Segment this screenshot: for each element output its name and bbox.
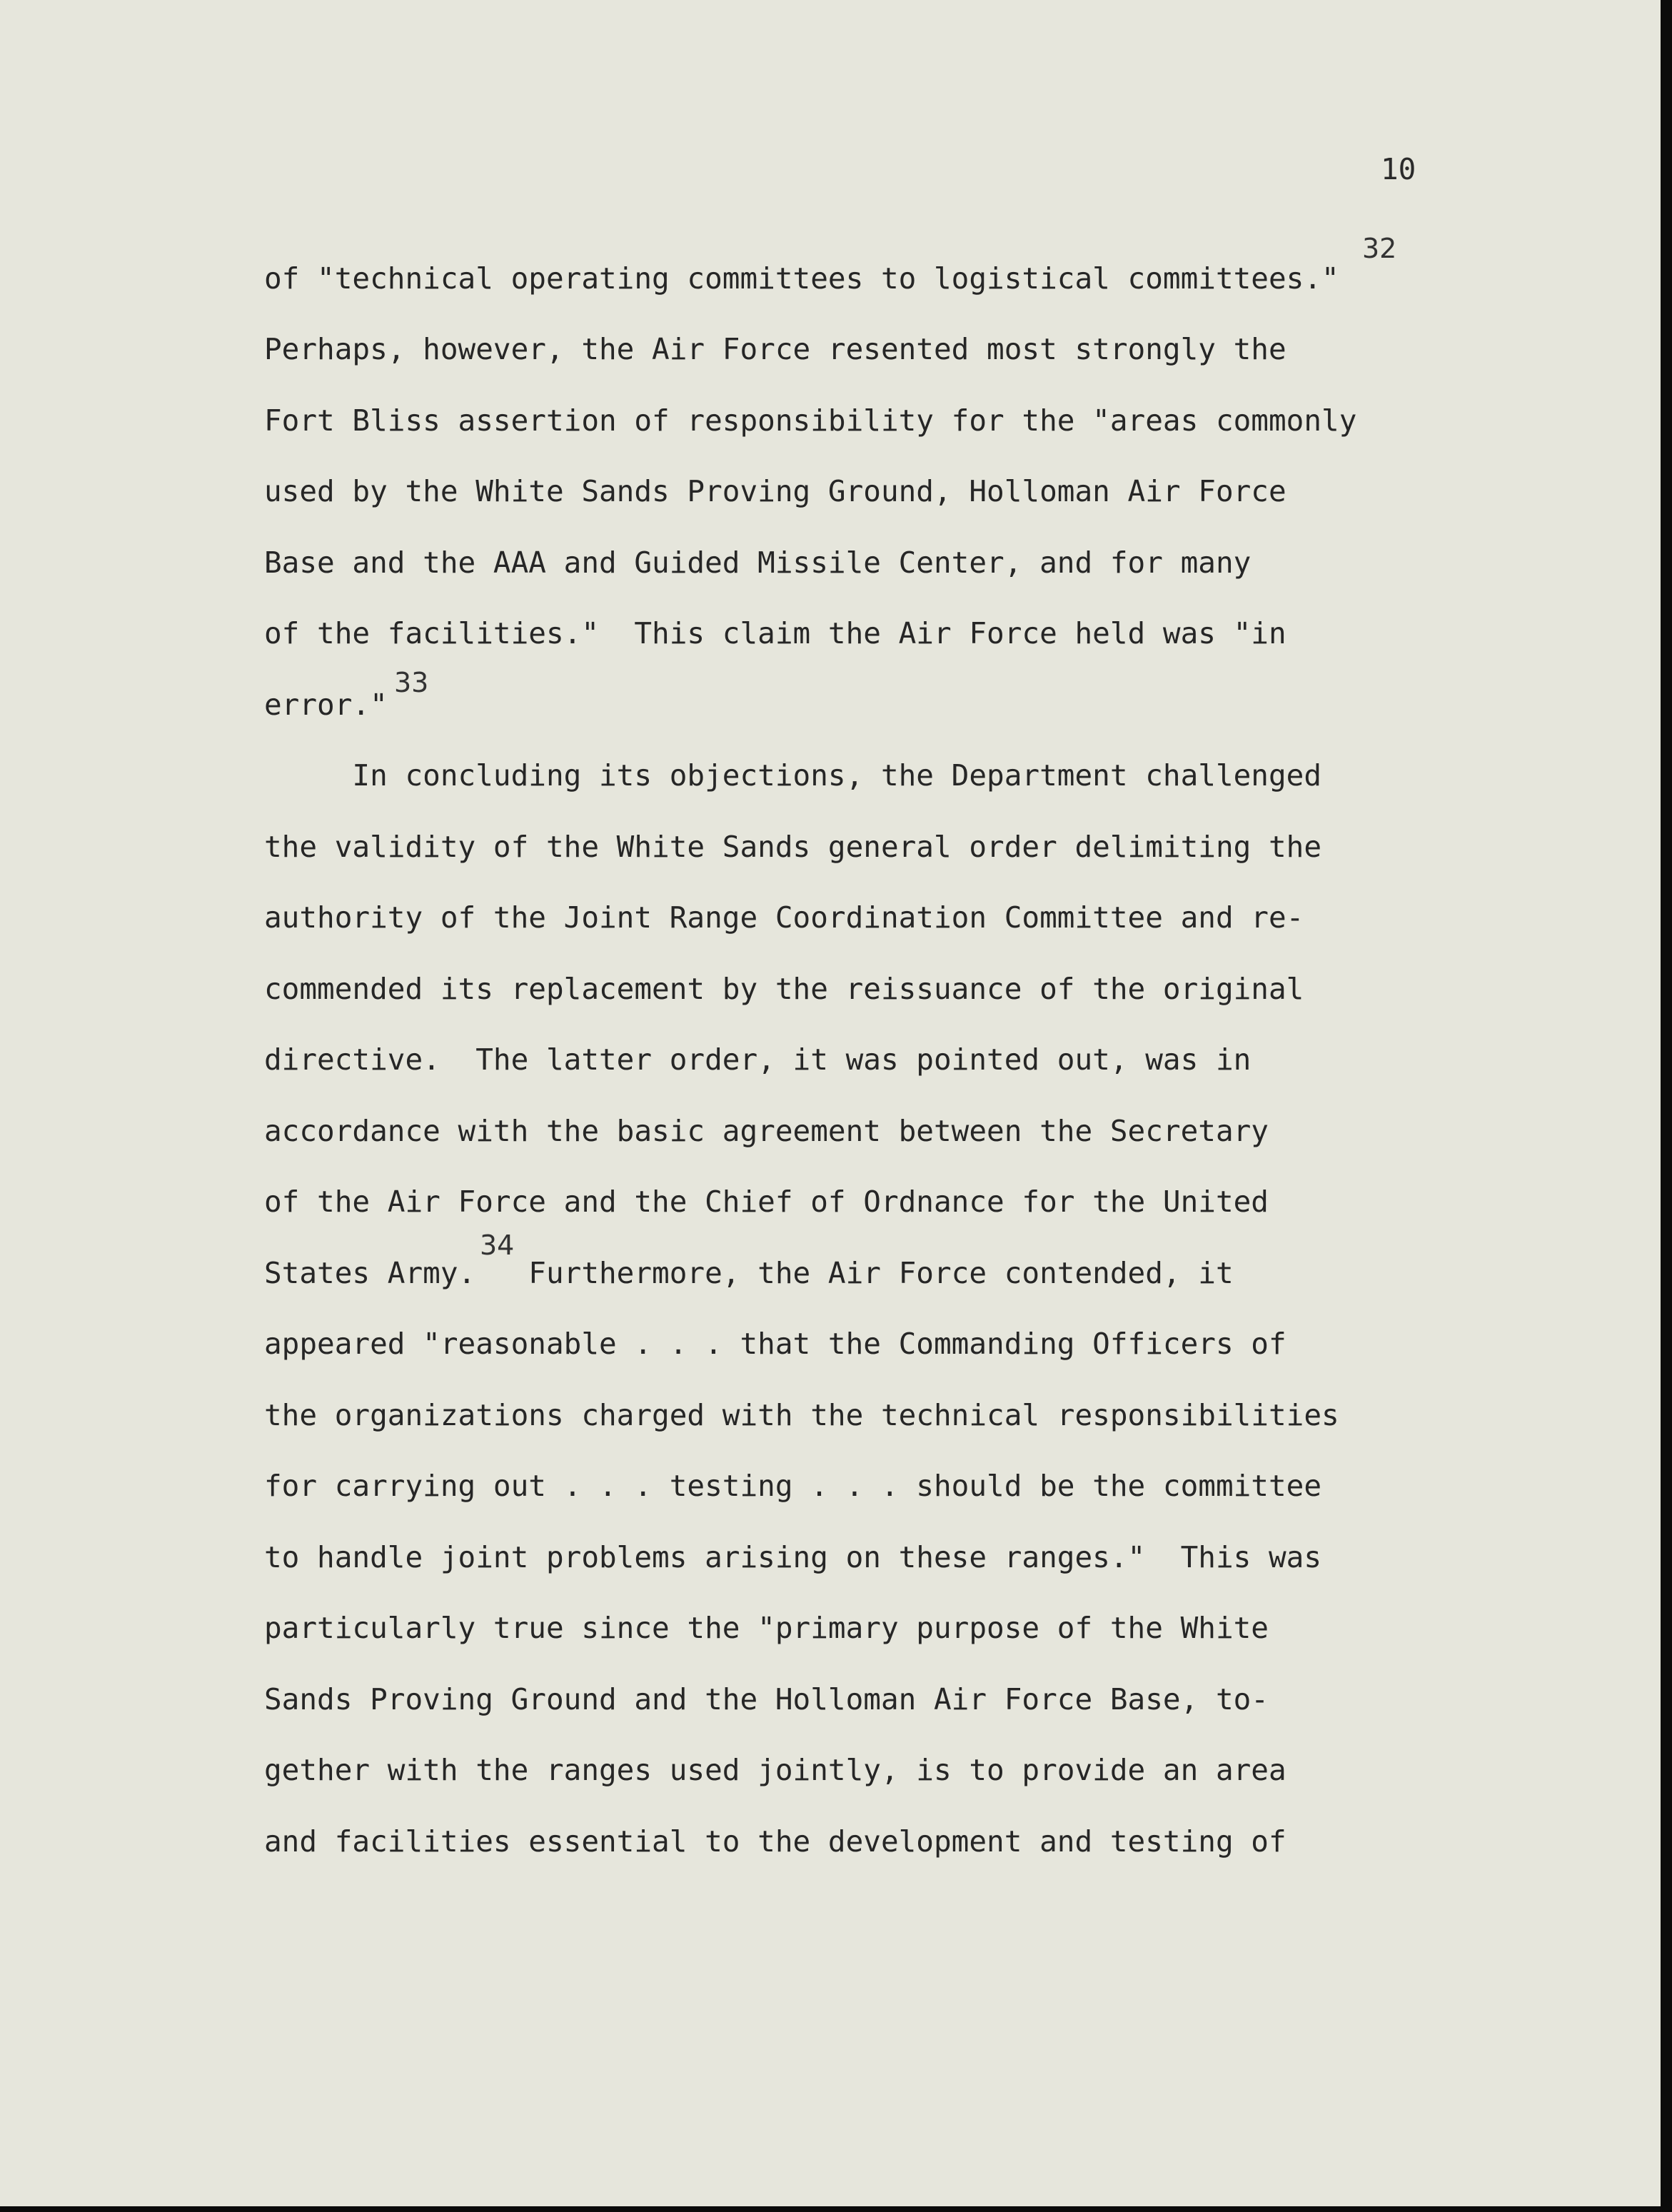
text-line: for carrying out . . . testing . . . should be the committee	[264, 1469, 1322, 1503]
page-number: 10	[1381, 152, 1416, 186]
text-line: authority of the Joint Range Coordination Committee and re-	[264, 900, 1304, 935]
text-line: gether with the ranges used jointly, is to provide an area	[264, 1753, 1286, 1787]
text-line: of the facilities." This claim the Air Force held was "in	[264, 616, 1286, 650]
text-line: used by the White Sands Proving Ground, Holloman Air Force	[264, 474, 1286, 508]
text-line: Perhaps, however, the Air Force resented most strongly the	[264, 332, 1286, 366]
text-line: of "technical operating committees to logistical committees."	[264, 261, 1339, 296]
text-line: Fort Bliss assertion of responsibility for the "areas commonly	[264, 403, 1357, 438]
text-line: particularly true since the "primary purpose of the White	[264, 1611, 1269, 1645]
text-line: the organizations charged with the technical responsibilities	[264, 1398, 1339, 1432]
footnote-ref-34: 34	[480, 1230, 515, 1261]
text-line: commended its replacement by the reissuance of the original	[264, 972, 1304, 1006]
footnote-ref-32: 32	[1362, 233, 1397, 264]
text-line: appeared "reasonable . . . that the Commanding Officers of	[264, 1327, 1286, 1361]
text-line: accordance with the basic agreement between the Secretary	[264, 1114, 1269, 1148]
text-line: to handle joint problems arising on these ranges." This was	[264, 1540, 1322, 1574]
text-line: Sands Proving Ground and the Holloman Air Force Base, to-	[264, 1682, 1269, 1716]
text-line: Base and the AAA and Guided Missile Center, and for many	[264, 546, 1252, 580]
text-line: In concluding its objections, the Department challenged	[264, 758, 1322, 793]
text-line: States Army. Furthermore, the Air Force contended, it	[264, 1256, 1234, 1290]
text-line: and facilities essential to the development and testing of	[264, 1824, 1286, 1859]
text-line: directive. The latter order, it was pointed out, was in	[264, 1042, 1252, 1077]
text-line: error."	[264, 688, 388, 722]
text-line: of the Air Force and the Chief of Ordnance for the United	[264, 1185, 1269, 1219]
footnote-ref-33: 33	[394, 667, 429, 698]
text-line: the validity of the White Sands general order delimiting the	[264, 830, 1322, 864]
